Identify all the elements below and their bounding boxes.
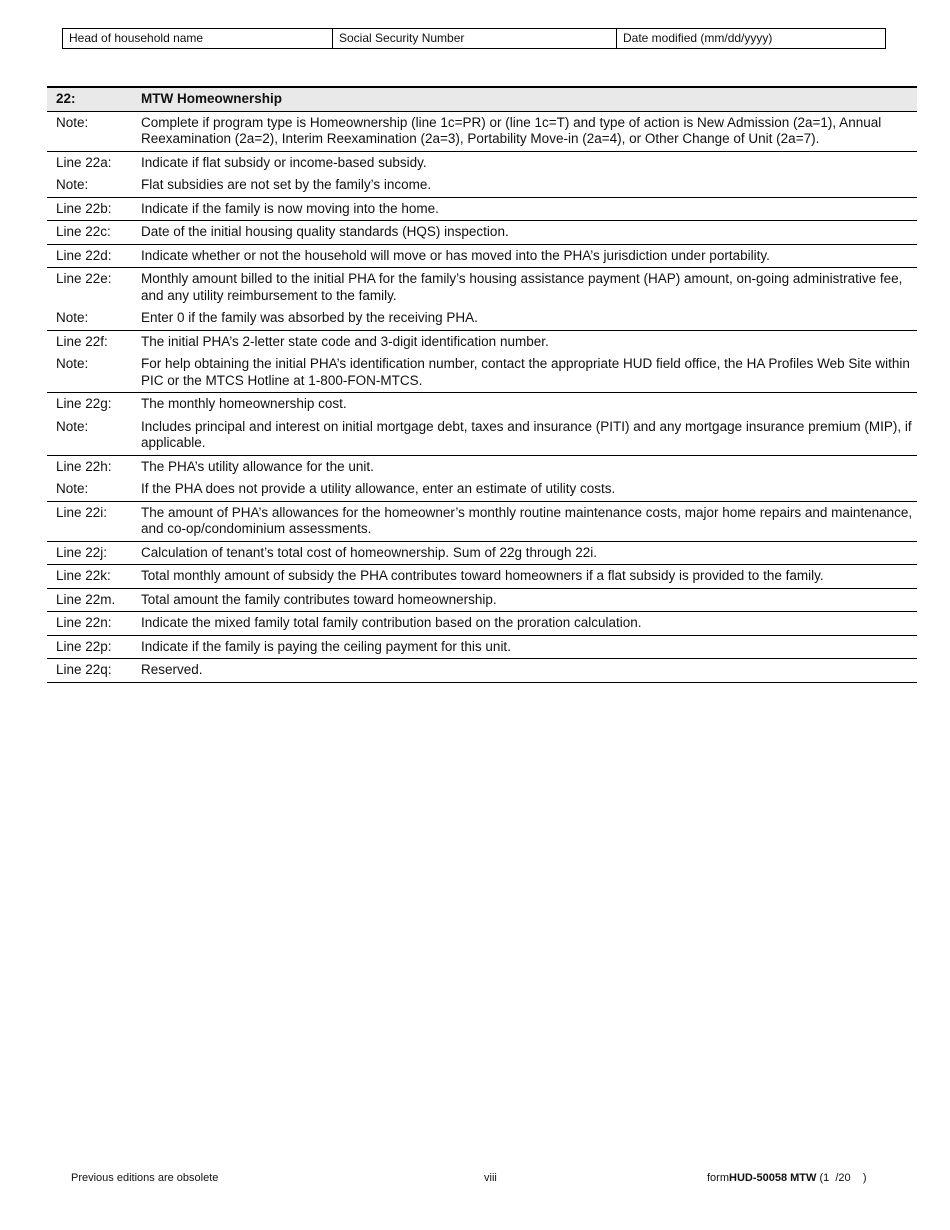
row-text: Date of the initial housing quality standards (HQS) inspection.	[141, 224, 509, 239]
instruction-row	[47, 392, 917, 416]
instruction-row	[47, 455, 917, 479]
row-label: Line 22d:	[56, 247, 112, 263]
instruction-row	[47, 267, 917, 307]
form-name: HUD-50058 MTW	[729, 1172, 817, 1184]
section-header-row	[47, 88, 917, 112]
row-text: Monthly amount billed to the initial PHA for the family’s housing assistance payment (HAP) amount, on-going administrative fee, and any utility reimbursement to the family.	[141, 271, 903, 303]
instruction-row	[47, 658, 917, 682]
instruction-row	[47, 151, 917, 175]
instruction-row	[47, 416, 917, 455]
row-label: Line 22k:	[56, 568, 111, 583]
row-label: Line 22h:	[56, 458, 112, 474]
row-text: Indicate whether or not the household will move or has moved into the PHA’s jurisdiction under portability.	[141, 247, 770, 263]
row-label: Note:	[56, 356, 89, 371]
row-text: Total monthly amount of subsidy the PHA contributes toward homeowners if a flat subsidy is provided to the family.	[141, 568, 824, 583]
section-number: 22:	[56, 91, 76, 106]
page-footer	[0, 1172, 950, 1188]
row-text: The PHA’s utility allowance for the unit.	[141, 458, 374, 474]
instruction-row	[47, 478, 917, 501]
row-label: Line 22e:	[56, 271, 112, 286]
row-label: Line 22i:	[56, 504, 108, 520]
instruction-row	[47, 611, 917, 635]
ssn-field[interactable]: Social Security Number	[333, 29, 617, 48]
row-label: Line 22a:	[56, 154, 112, 170]
instruction-row	[47, 330, 917, 354]
row-label: Line 22b:	[56, 200, 112, 216]
footer-form-id	[707, 1172, 867, 1184]
row-text: The initial PHA’s 2-letter state code and 3-digit identification number.	[141, 333, 549, 349]
head-of-household-field[interactable]: Head of household name	[63, 29, 333, 48]
row-text: The monthly homeownership cost.	[141, 396, 347, 411]
row-text: Reserved.	[141, 662, 203, 677]
row-text: Indicate the mixed family total family contribution based on the proration calculation.	[141, 615, 642, 630]
row-label: Line 22p:	[56, 638, 112, 654]
row-label: Note:	[56, 310, 89, 325]
row-text: Calculation of tenant’s total cost of homeownership. Sum of 22g through 22i.	[141, 544, 598, 560]
footer-obsolete-note: Previous editions are obsolete	[71, 1172, 219, 1184]
row-text: Includes principal and interest on initial mortgage debt, taxes and insurance (PITI) and any mortgage insurance premium (MIP), if applicable.	[141, 418, 912, 450]
household-header-box	[62, 28, 886, 49]
row-label: Note:	[56, 418, 89, 434]
row-text: For help obtaining the initial PHA’s identification number, contact the appropriate HUD field office, the HA Profiles Web Site within PIC or the MTCS Hotline at 1-800-FON-MTCS.	[141, 356, 910, 388]
row-label: Line 22j:	[56, 544, 108, 560]
row-label: Line 22m.	[56, 591, 116, 607]
section-title: MTW Homeownership	[141, 91, 282, 106]
row-label: Note:	[56, 177, 89, 192]
date-modified-field[interactable]: Date modified (mm/dd/yyyy)	[623, 31, 773, 45]
instruction-row	[47, 564, 917, 588]
instruction-row	[47, 353, 917, 392]
row-text: Complete if program type is Homeownership (line 1c=PR) or (line 1c=T) and type of action is New Admission (2a=1), Annual Reexamination (2a=2), Interim Reexamination (2a=3), Portability Move-in (2a=4), or Other Change of Unit (2a=7).	[141, 114, 882, 146]
row-text: Flat subsidies are not set by the family’s income.	[141, 177, 432, 192]
instruction-row	[47, 588, 917, 612]
row-label: Line 22n:	[56, 615, 112, 630]
row-text: Indicate if the family is paying the ceiling payment for this unit.	[141, 638, 511, 654]
instruction-row	[47, 541, 917, 565]
row-label: Line 22q:	[56, 662, 112, 677]
row-text: Total amount the family contributes toward homeownership.	[141, 591, 497, 607]
row-text: The amount of PHA’s allowances for the homeowner’s monthly routine maintenance costs, major home repairs and maintenance, and co-op/condominium assessments.	[141, 504, 913, 536]
row-text: Enter 0 if the family was absorbed by the receiving PHA.	[141, 310, 478, 325]
instruction-rows	[47, 112, 917, 682]
row-label: Note:	[56, 114, 89, 130]
row-label: Note:	[56, 481, 89, 496]
table-bottom-rule	[47, 682, 917, 683]
instruction-row	[47, 174, 917, 197]
instruction-row	[47, 635, 917, 659]
row-label: Line 22f:	[56, 333, 108, 349]
instruction-row	[47, 307, 917, 330]
form-prefix: form	[707, 1172, 729, 1184]
instruction-row	[47, 112, 917, 151]
row-text: Indicate if the family is now moving into the home.	[141, 200, 439, 216]
row-label: Line 22c:	[56, 224, 111, 239]
instruction-row	[47, 244, 917, 268]
row-text: Indicate if flat subsidy or income-based subsidy.	[141, 154, 427, 170]
row-text: If the PHA does not provide a utility allowance, enter an estimate of utility costs.	[141, 481, 616, 496]
row-label: Line 22g:	[56, 396, 112, 411]
instruction-row	[47, 197, 917, 221]
instruction-row	[47, 501, 917, 541]
footer-page-number: viii	[484, 1172, 497, 1184]
form-suffix: (1 /20 )	[816, 1172, 867, 1184]
instruction-row	[47, 220, 917, 244]
instructions-table	[47, 86, 917, 683]
